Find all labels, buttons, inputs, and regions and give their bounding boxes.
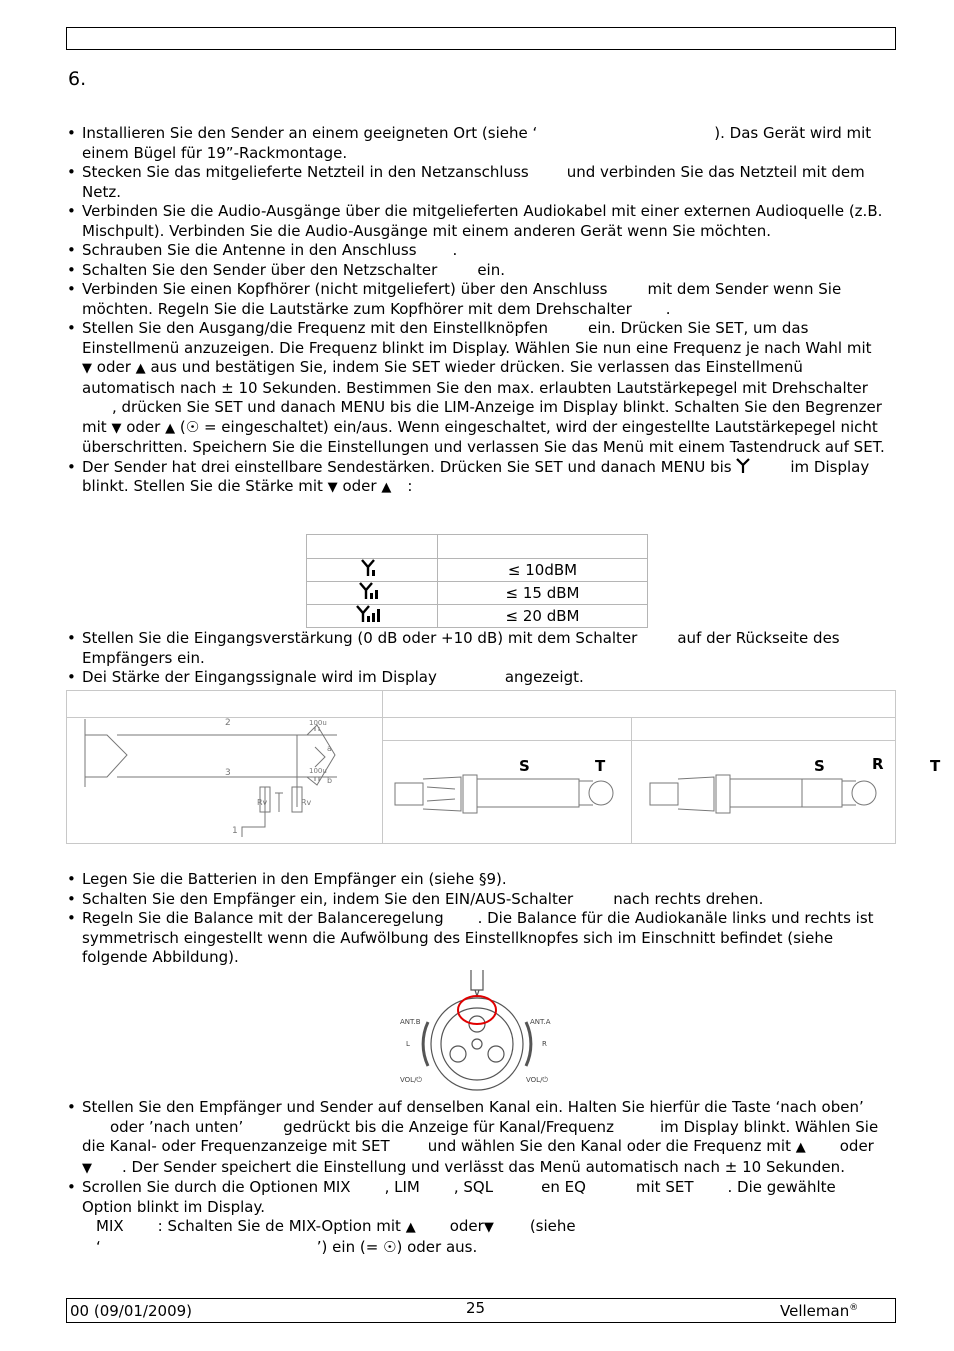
mono-jack-plug xyxy=(383,741,631,843)
arrow-up-icon: ▲ xyxy=(135,361,146,376)
tip-label: T xyxy=(595,757,606,775)
list-item: • Dei Stärke der Eingangssignale wird im Display angezeigt. xyxy=(66,668,886,688)
pin-label: 3 xyxy=(225,768,231,778)
list-item: • Stellen Sie die Eingangsverstärkung (0 dB oder +10 dB) mit dem Schalter auf der Rückseite des Empfängers ein. xyxy=(66,629,886,668)
arrow-up-icon: ▲ xyxy=(165,420,176,436)
arrow-down-icon: ▼ xyxy=(82,1160,92,1176)
transmit-power-table xyxy=(306,534,648,628)
arrow-up-icon: ▲ xyxy=(381,480,392,495)
pin-label: 2 xyxy=(225,718,231,728)
bullet-list-receiver xyxy=(66,870,886,968)
list-item: • Stellen Sie den Ausgang/die Frequenz mit den Einstellknöpfen ein. Drücken Sie SET, um das Einstellmenü anzuzeigen. Die Frequenz blinkt im Display. Wählen Sie nun eine Frequenz je nach Wahl mit ▼ oder ▲ aus und bestätigen Sie, indem Sie SET wieder drücken. Sie verlassen das Einstellmenü automatisch nach ± 10 Sekunden. Bestimmen Sie den max. erlaubten Lautstärkepegel mit Drehschalter, drücken Sie SET und danach MENU bis die LIM-Anzeige im Display blinkt. Schalten Sie den Begrenzer mit ▼ oder ▲ (☉ = eingeschaltet) ein/aus. Wenn eingeschaltet, wird der eingestellte Lautstärkepegel nicht überschritten. Speichern Sie die Einstellungen und verlassen Sie das Menü mit einem Tastendruck auf SET. xyxy=(66,319,886,458)
arrow-down-icon: ▼ xyxy=(82,361,92,376)
bullet-list-transmitter xyxy=(66,124,886,498)
knob-label: ANT.B xyxy=(400,1018,421,1026)
header-box xyxy=(66,27,896,50)
cap-label: 100u xyxy=(309,719,327,727)
knob-label: L xyxy=(406,1040,410,1048)
node-label: b xyxy=(327,776,333,785)
list-item: • Stellen Sie den Empfänger und Sender auf denselben Kanal ein. Halten Sie hierfür die Taste ‘nach oben’oder ’nach unten’ gedrückt bis die Anzeige für Kanal/Frequenz im Display blinkt. Wählen Sie die Kanal- oder Frequenzanzeige mit SET und wählen Sie den Kanal oder die Frequenz mit ▲ oder ▼ . Der Sender speichert die Einstellung und verlässt das Menü automatisch nach ± 10 Sekunden. xyxy=(66,1098,886,1178)
mix-option-line: MIX : Schalten Sie de MIX-Option mit ▲ oder▼ (siehe xyxy=(96,1217,576,1235)
resistor-label: Rv xyxy=(301,798,312,807)
pin-label: 1 xyxy=(232,826,238,836)
list-item: • Verbinden Sie die Audio-Ausgänge über die mitgelieferten Audiokabel mit einer externen Audioquelle (z.B. Mischpult). Verbinden Sie die Audio-Ausgänge mit einem anderen Gerät wenn Sie möchten. xyxy=(66,202,886,241)
balance-knob-figure xyxy=(398,966,556,1096)
knob-label: R xyxy=(542,1040,547,1048)
arrow-down-icon: ▼ xyxy=(327,480,338,495)
list-item: • Regeln Sie die Balance mit der Balanceregelung . Die Balance für die Audiokanäle links und rechts ist symmetrisch eingestellt wenn die Aufwölbung des Einstellknopfes sich im Einschnitt befindet (siehe folgende Abbildung). xyxy=(66,909,886,968)
stereo-jack-plug xyxy=(632,741,941,843)
bullet-list-channel xyxy=(66,1098,886,1257)
signal-strength-2-icon xyxy=(359,582,385,600)
table-row: ≤ 10dBM xyxy=(307,559,648,582)
footer-brand: Velleman® xyxy=(780,1302,859,1320)
list-item: • Installieren Sie den Sender an einem geeigneten Ort (siehe ‘ ). Das Gerät wird mit einem Bügel für 19”-Rackmontage. xyxy=(66,124,886,163)
list-item: • Legen Sie die Batterien in den Empfänger ein (siehe §9). xyxy=(66,870,886,890)
knob-label: VOL/⏻ xyxy=(400,1076,422,1084)
sleeve-label: S xyxy=(814,757,825,775)
bullet-list-input xyxy=(66,629,886,688)
antenna-icon xyxy=(736,458,750,474)
table-row xyxy=(307,535,648,559)
list-item: • Stecken Sie das mitgelieferte Netzteil in den Netzanschluss und verbinden Sie das Netzteil mit dem Netz. xyxy=(66,163,886,202)
signal-strength-1-icon xyxy=(361,559,383,577)
cap-label: 100u xyxy=(309,767,327,775)
list-item: • Der Sender hat drei einstellbare Sendestärken. Drücken Sie SET und danach MENU bis im Display blinkt. Stellen Sie die Stärke mit ▼ oder ▲ : xyxy=(66,458,886,498)
table-row: ≤ 15 dBM xyxy=(307,582,648,605)
table-row: ≤ 20 dBM xyxy=(307,605,648,628)
list-item: • Schalten Sie den Empfänger ein, indem Sie den EIN/AUS-Schalter nach rechts drehen. xyxy=(66,890,886,910)
list-item: • Verbinden Sie einen Kopfhörer (nicht mitgeliefert) über den Anschluss mit dem Sender wenn Sie möchten. Regeln Sie die Lautstärke zum Kopfhörer mit dem Drehschalter . xyxy=(66,280,886,319)
knob-label: ANT.A xyxy=(530,1018,551,1026)
list-item: • Scrollen Sie durch die Optionen MIX , LIM , SQL en EQ mit SET . Die gewählte Option blinkt im Display. xyxy=(66,1178,886,1217)
arrow-down-icon: ▼ xyxy=(483,1220,494,1235)
tip-label: T xyxy=(930,757,941,775)
list-item: • Schalten Sie den Sender über den Netzschalter ein. xyxy=(66,261,886,281)
list-item: • Schrauben Sie die Antenne in den Anschluss . xyxy=(66,241,886,261)
section-number: 6. xyxy=(68,68,87,90)
arrow-down-icon: ▼ xyxy=(111,420,122,436)
mix-option-line-2: ‘ ’) ein (= ☉) oder aus. xyxy=(96,1237,478,1256)
page-number: 25 xyxy=(466,1299,486,1317)
connector-figure xyxy=(66,690,941,844)
arrow-up-icon: ▲ xyxy=(795,1140,806,1155)
sleeve-label: S xyxy=(519,757,530,775)
arrow-up-icon: ▲ xyxy=(405,1220,416,1235)
footer-version: 00 (09/01/2009) xyxy=(70,1302,193,1320)
xlr-schematic xyxy=(67,717,382,843)
knob-label: VOL/⏻ xyxy=(526,1076,548,1084)
node-label: a xyxy=(327,744,332,753)
ring-label: R xyxy=(872,755,884,773)
resistor-label: Rv xyxy=(257,798,268,807)
signal-strength-3-icon xyxy=(356,605,388,623)
